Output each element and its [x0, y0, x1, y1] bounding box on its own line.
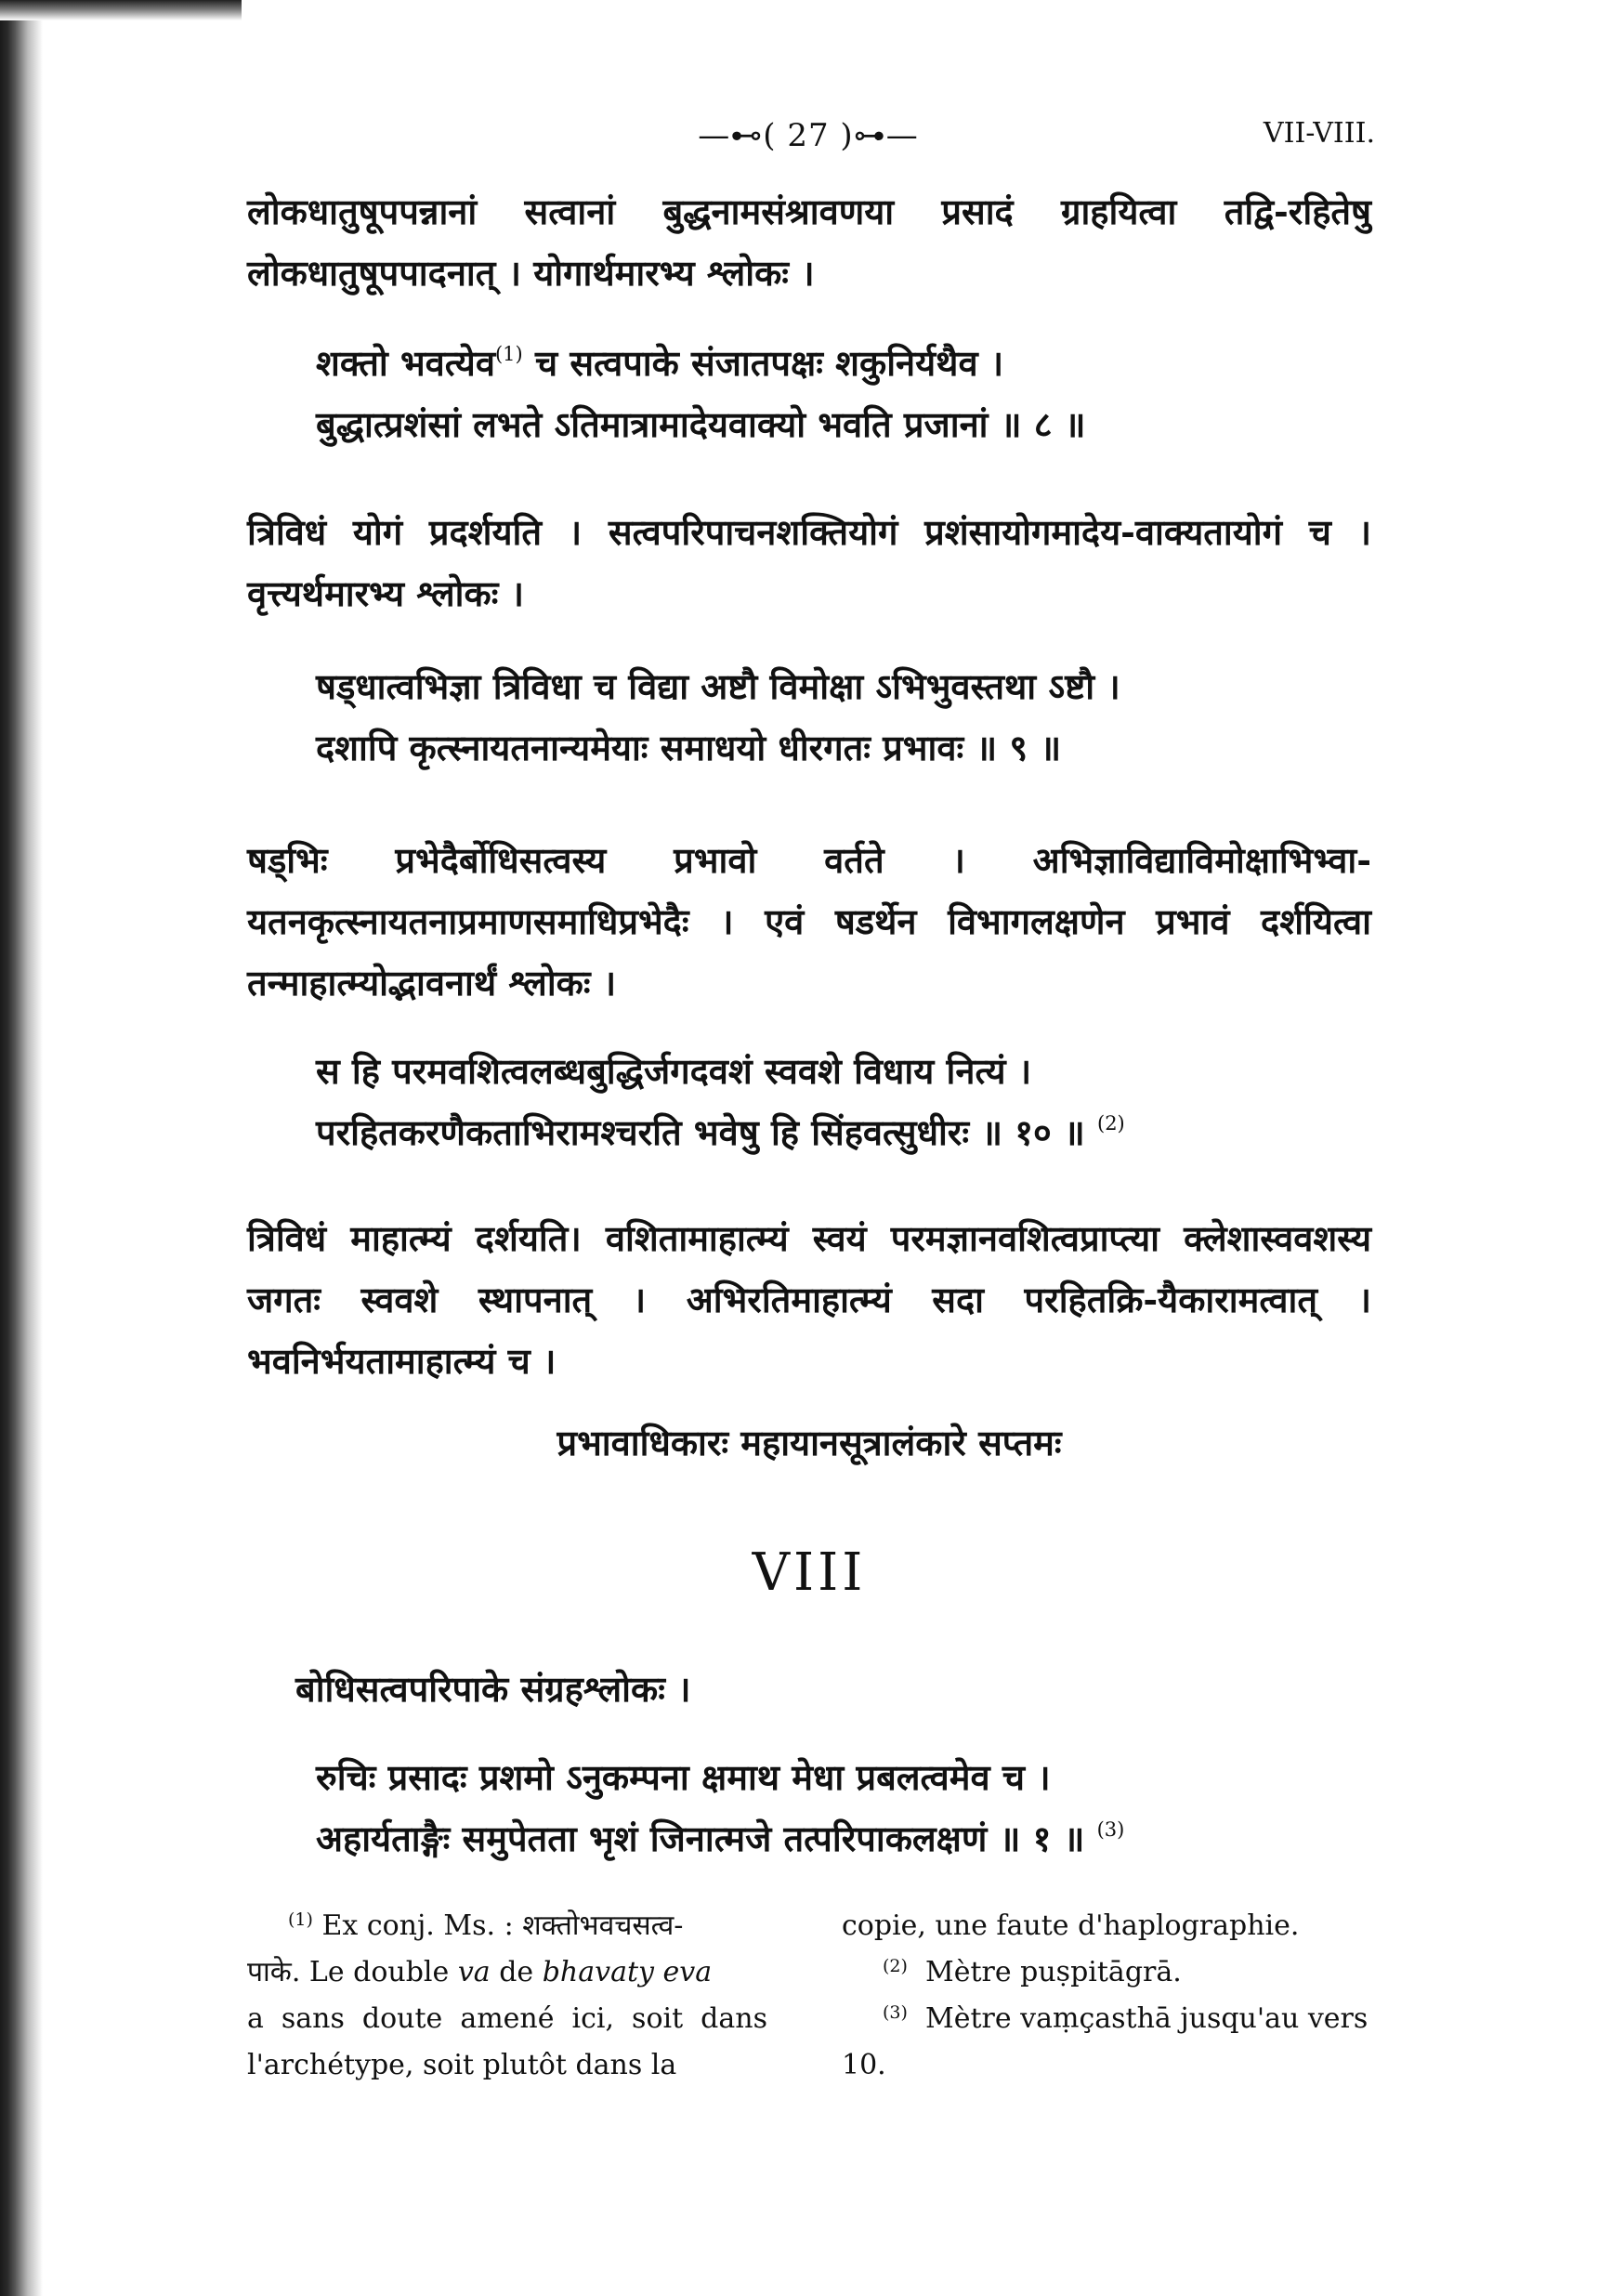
- footnote-ref: (2): [1097, 1112, 1125, 1135]
- footnote-ref: (3): [1096, 1818, 1125, 1841]
- page-corner-shadow: [0, 0, 242, 20]
- verse-line: दशापि कृत्स्नायतनान्यमेयाः समाधयो धीरगतः प्रभावः ॥ ९ ॥: [316, 727, 1062, 768]
- running-header: [242, 117, 1375, 164]
- commentary-paragraph: त्रिविधं योगं प्रदर्शयति । सत्वपरिपाचनशक्तियोगं प्रशंसायोगमादेय-वाक्यतायोगं च । वृत्त्यर्थमारभ्य श्लोकः ।: [247, 511, 1371, 614]
- verse-line: स हि परमवशित्वलब्धबुद्धिर्जगदवशं स्ववशे विधाय नित्यं ।: [316, 1050, 1032, 1092]
- footnote-1-continuation: copie, une faute d'haplographie.: [842, 1909, 1300, 1942]
- commentary-paragraph: षड्भिः प्रभेदैर्बोधिसत्वस्य प्रभावो वर्तते । अभिज्ञाविद्याविमोक्षाभिभ्वा-यतनकृत्स्नायतनाप्रमाणसमाधिप्रभेदैः । एवं षडर्थेन विभागलक्षणेन प्रभावं दर्शयित्वा तन्माहात्म्योद्भावनार्थं श्लोकः ।: [247, 839, 1371, 1004]
- verse-line: रुचिः प्रसादः प्रशमो ऽनुकम्पना क्षमाथ मेधा प्रबलत्वमेव च ।: [316, 1756, 1051, 1798]
- footnote-1: $^{(1)}$ Ex conj. Ms. : शक्तोभवचसत्व- पाके. Le double va de bhavaty eva a sans doute amené ici, soit dans l'archétype, soit plutôt dans la: [247, 1909, 767, 2081]
- footnote-2: $^{(2)}$ Mètre puṣpitāgrā.: [883, 1956, 1182, 1988]
- verse-line: परहितकरणैकताभिरामश्चरति भवेषु हि सिंहवत्सुधीरः ॥ १० ॥ $^{(2)}$: [316, 1111, 1125, 1153]
- commentary-paragraph: लोकधातुषूपपन्नानां सत्वानां बुद्धनामसंश्रावणया प्रसादं ग्राहयित्वा तद्वि-रहितेषु लोकधातुषूपपादनात् । योगार्थमारभ्य श्लोकः ।: [247, 190, 1371, 294]
- chapter-colophon: प्रभावाधिकारः महायानसूत्रालंकारे सप्तमः: [557, 1422, 1062, 1463]
- footnote-number: (1): [288, 1909, 313, 1930]
- footnote-ref: (1): [494, 343, 523, 365]
- footnotes: [247, 1903, 1371, 2117]
- footnote-3-continuation: 10.: [842, 2049, 886, 2081]
- commentary-paragraph: बोधिसत्वपरिपाके संग्रहश्लोकः ।: [295, 1668, 691, 1710]
- verse-line: शक्तो भवत्येव$^{(1)}$ च सत्वपाके संजातपक्षः शकुनिर्यथैव ।: [316, 342, 1004, 384]
- section-reference: VII-VIII.: [1263, 117, 1375, 150]
- verse-line: बुद्धात्प्रशंसां लभते ऽतिमात्रामादेयवाक्यो भवति प्रजानां ॥ ८ ॥: [316, 403, 1086, 445]
- chapter-heading: VIII: [752, 1542, 867, 1603]
- footnote-number: (3): [883, 2002, 908, 2023]
- footnote-3: $^{(3)}$ Mètre vaṃçasthā jusqu'au vers: [883, 2002, 1369, 2035]
- verse-1: [316, 1747, 1375, 1870]
- page-binding-edge: [0, 0, 43, 2296]
- verse-line: षड्धात्वभिज्ञा त्रिविधा च विद्या अष्टौ विमोक्षा ऽभिभुवस्तथा ऽष्टौ ।: [316, 665, 1120, 707]
- verse-line: अहार्यताङ्गैः समुपेतता भृशं जिनात्मजे तत्परिपाकलक्षणं ॥ १ ॥ $^{(3)}$: [316, 1817, 1125, 1859]
- verse-8: [316, 333, 1375, 455]
- footnote-number: (2): [883, 1956, 908, 1976]
- page-number: —⊷( 27 )⊶—: [698, 117, 919, 154]
- verse-9: [316, 656, 1375, 779]
- commentary-paragraph: त्रिविधं माहात्म्यं दर्शयति। वशितामाहात्म्यं स्वयं परमज्ञानवशित्वप्राप्त्या क्लेशास्ववशस्य जगतः स्ववशे स्थापनात् । अभिरतिमाहात्म्यं सदा परहितक्रि-यैकारामत्वात् । भवनिर्भयतामाहात्म्यं च ।: [247, 1217, 1371, 1382]
- verse-10: [316, 1041, 1375, 1163]
- footnotes-right-column: [842, 1903, 1371, 2089]
